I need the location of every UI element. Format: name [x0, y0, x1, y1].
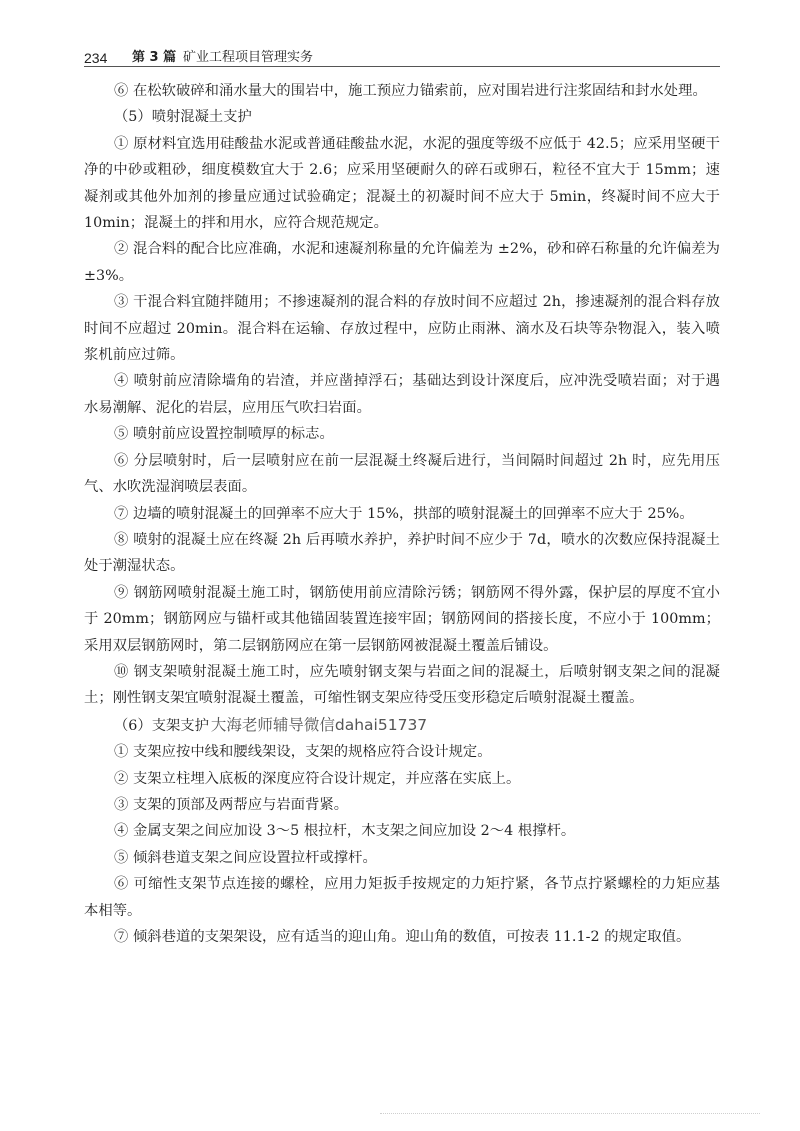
header-chapter: 第 3 篇: [132, 50, 177, 65]
support-item-4: ④ 金属支架之间应加设 3～5 根拉杆，木支架之间应加设 2～4 根撑杆。: [114, 823, 576, 840]
support-item-2: ② 支架立柱埋入底板的深度应符合设计规定，并应落在实底上。: [114, 770, 521, 787]
support-item-6: ⑥ 可缩性支架节点连接的螺栓，应用力矩扳手按规定的力矩拧紧，各节点拧紧螺栓的力矩应基本相等。: [84, 876, 720, 919]
page-content: [84, 78, 720, 950]
shotcrete-item-1: ① 原材料宜选用硅酸盐水泥或普通硅酸盐水泥，水泥的强度等级不应低于 42.5；应采用坚硬干净的中砂或粗砂，细度模数宜大于 2.6；应采用坚硬耐久的碎石或卵石，粒径不宜大于 15mm；速凝剂或其他外加剂的掺量应通过试验确定；混凝土的初凝时间不应大于 5min，终凝时间不应大于 10min；混凝土的拌和用水，应符合规范规定。: [84, 135, 720, 232]
support-item-1: ① 支架应按中线和腰线架设，支架的规格应符合设计规定。: [114, 744, 492, 761]
shotcrete-item-8: ⑧ 喷射的混凝土应在终凝 2h 后再喷水养护，养护时间不应少于 7d，喷水的次数应保持混凝土处于潮湿状态。: [84, 531, 720, 575]
header-rule: [84, 66, 720, 67]
shotcrete-item-4: ④ 喷射前应清除墙角的岩渣，并应凿掉浮石；基础达到设计深度后，应冲洗受喷岩面；对于遇水易潮解、泥化的岩层，应用压气吹扫岩面。: [84, 373, 720, 416]
shotcrete-item-5: ⑤ 喷射前应设置控制喷厚的标志。: [114, 426, 334, 443]
support-item-5: ⑤ 倾斜巷道支架之间应设置拉杆或撑杆。: [114, 849, 377, 866]
section-heading-support-text: （6）支架支护: [114, 717, 209, 734]
watermark-text: 大海老师辅导微信dahai51737: [210, 715, 428, 734]
shotcrete-item-10: ⑩ 钢支架喷射混凝土施工时，应先喷射钢支架与岩面之间的混凝土，后喷射钢支架之间的混凝土；刚性钢支架宜喷射混凝土覆盖，可缩性钢支架应待受压变形稳定后喷射混凝土覆盖。: [84, 663, 720, 707]
scan-noise-line: [380, 1113, 760, 1115]
page-header: [0, 0, 800, 66]
shotcrete-item-3: ③ 干混合料宜随拌随用；不掺速凝剂的混合料的存放时间不应超过 2h，掺速凝剂的混合料存放时间不应超过 20min。混合料在运输、存放过程中，应防止雨淋、滴水及石块等杂物混入，装入喷浆机前应过筛。: [84, 294, 720, 364]
paragraph-item-6-anchor: ⑥ 在松软破碎和涌水量大的围岩中，施工预应力锚索前，应对围岩进行注浆固结和封水处理。: [114, 83, 707, 99]
shotcrete-item-2: ② 混合料的配合比应准确，水泥和速凝剂称量的允许偏差为 ±2%，砂和碎石称量的允许偏差为 ±3%。: [84, 241, 720, 284]
support-item-7: ⑦ 倾斜巷道的支架架设，应有适当的迎山角。迎山角的数值，可按表 11.1-2 的规定取值。: [114, 929, 691, 945]
shotcrete-item-6: ⑥ 分层喷射时，后一层喷射应在前一层混凝土终凝后进行，当间隔时间超过 2h 时，应先用压气、水吹洗湿润喷层表面。: [84, 452, 720, 496]
shotcrete-item-9: ⑨ 钢筋网喷射混凝土施工时，钢筋使用前应清除污锈；钢筋网不得外露，保护层的厚度不宜小于 20mm；钢筋网应与锚杆或其他锚固装置连接牢固；钢筋网间的搭接长度，不应小于 100mm；采用双层钢筋网时，第二层钢筋网应在第一层钢筋网被混凝土覆盖后铺设。: [84, 584, 720, 654]
section-heading-support: [84, 712, 720, 739]
section-heading-shotcrete: （5）喷射混凝土支护: [114, 109, 252, 126]
support-item-3: ③ 支架的顶部及两帮应与岩面背紧。: [114, 796, 349, 813]
page-number: 234: [84, 50, 108, 66]
header-book-title: 矿业工程项目管理实务: [183, 50, 314, 65]
shotcrete-item-7: ⑦ 边墙的喷射混凝土的回弹率不应大于 15%，拱部的喷射混凝土的回弹率不应大于 25%。: [114, 505, 694, 522]
